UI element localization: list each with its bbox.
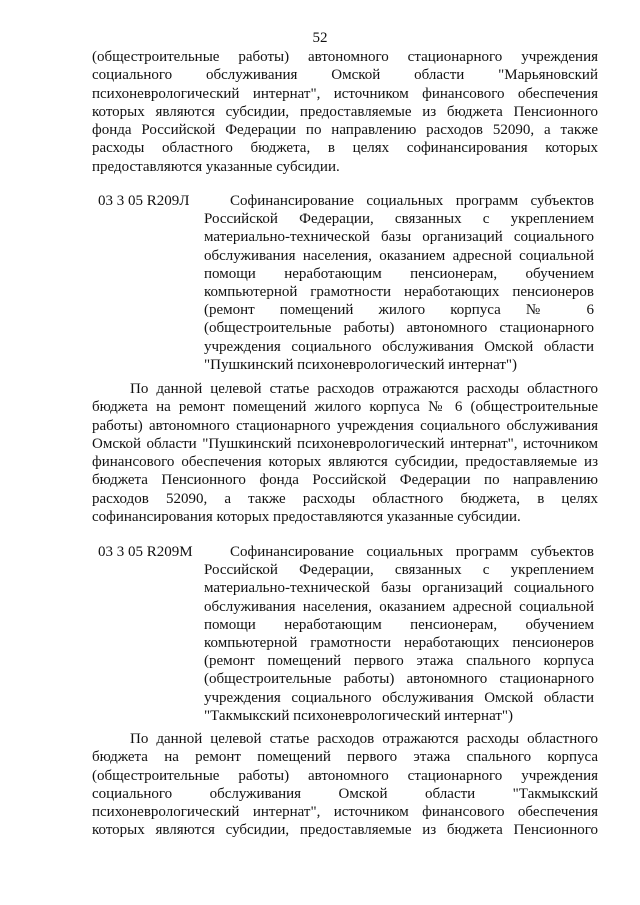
text-line: материально-технической базы организаций социального [204,229,594,246]
text-line: софинансирования которых предоставляются указанные субсидии. [92,509,521,526]
text-line: Софинансирование социальных программ субъектов [230,544,594,560]
text-line: "Такмыкский психоневрологический интернат") [204,707,514,724]
text-line: учреждения социального обслуживания Омской области [204,338,594,355]
text-line: (ремонт помещений жилого корпуса № 6 [204,302,594,319]
entry-description [204,192,594,374]
text-line: По данной целевой статье расходов отражаются расходы областного [130,381,598,397]
entry-description [204,543,594,725]
text-line: компьютерной грамотности неработающих пенсионеров [204,634,594,651]
top-paragraph [92,48,598,176]
text-line: обслуживания населения, оказанием адресной социальной [204,247,594,264]
text-line: финансового обеспечения которых являются субсидии, предоставляемые из [92,454,598,471]
text-line: (общестроительные работы) автономного стационарного [204,671,594,688]
budget-code: 03 3 05 R209Л [98,193,190,209]
text-line: работы) автономного стационарного учреждения социального обслуживания [92,417,598,434]
text-line: учреждения социального обслуживания Омской области [204,689,594,706]
text-line: (общестроительные работы) автономного стационарного учреждения [92,767,598,784]
text-line: которых являются субсидии, предоставляемые из бюджета Пенсионного [92,103,598,120]
text-line: фонда Российской Федерации по направлению расходов 52090, а также [92,122,598,139]
text-line: психоневрологический интернат", источником финансового обеспечения [92,85,598,102]
text-line: (общестроительные работы) автономного стационарного учреждения [92,49,598,65]
page-number: 52 [312,30,328,46]
text-line: бюджета на ремонт помещений первого этажа спального корпуса [92,749,598,766]
entry-explanation [92,730,598,840]
text-line: психоневрологический интернат", источником финансового обеспечения [92,804,598,821]
text-line: расходы областного бюджета, в целях софинансирования которых [92,140,598,157]
text-line: "Пушкинский психоневрологический интернат") [204,356,518,373]
text-line: социального обслуживания Омской области "Марьяновский [92,67,598,84]
text-line: расходов 52090, а также расходы областного бюджета, в целях [92,490,598,507]
text-line: Омской области "Пушкинский психоневрологический интернат", источником [92,435,598,452]
budget-code: 03 3 05 R209М [98,544,193,560]
text-line: социального обслуживания Омской области "Такмыкский [92,785,598,802]
text-line: По данной целевой статье расходов отражаются расходы областного [130,731,598,747]
text-line: которых являются субсидии, предоставляемые из бюджета Пенсионного [92,822,598,839]
text-line: помощи неработающим пенсионерам, обучением [204,265,594,282]
text-line: помощи неработающим пенсионерам, обучением [204,616,594,633]
text-line: бюджета Пенсионного фонда Российской Федерации по направлению [92,472,598,489]
text-line: компьютерной грамотности неработающих пенсионеров [204,283,594,300]
text-line: материально-технической базы организаций социального [204,580,594,597]
text-line: предоставляются указанные субсидии. [92,158,340,175]
text-line: Российской Федерации, связанных с укреплением [204,211,594,228]
text-line: (ремонт помещений первого этажа спального корпуса [204,653,594,670]
text-line: бюджета на ремонт помещений жилого корпуса № 6 (общестроительные [92,399,598,416]
entry-explanation [92,380,598,526]
text-line: Российской Федерации, связанных с укреплением [204,562,594,579]
text-line: (общестроительные работы) автономного стационарного [204,320,594,337]
text-line: Софинансирование социальных программ субъектов [230,193,594,209]
text-line: обслуживания населения, оказанием адресной социальной [204,598,594,615]
